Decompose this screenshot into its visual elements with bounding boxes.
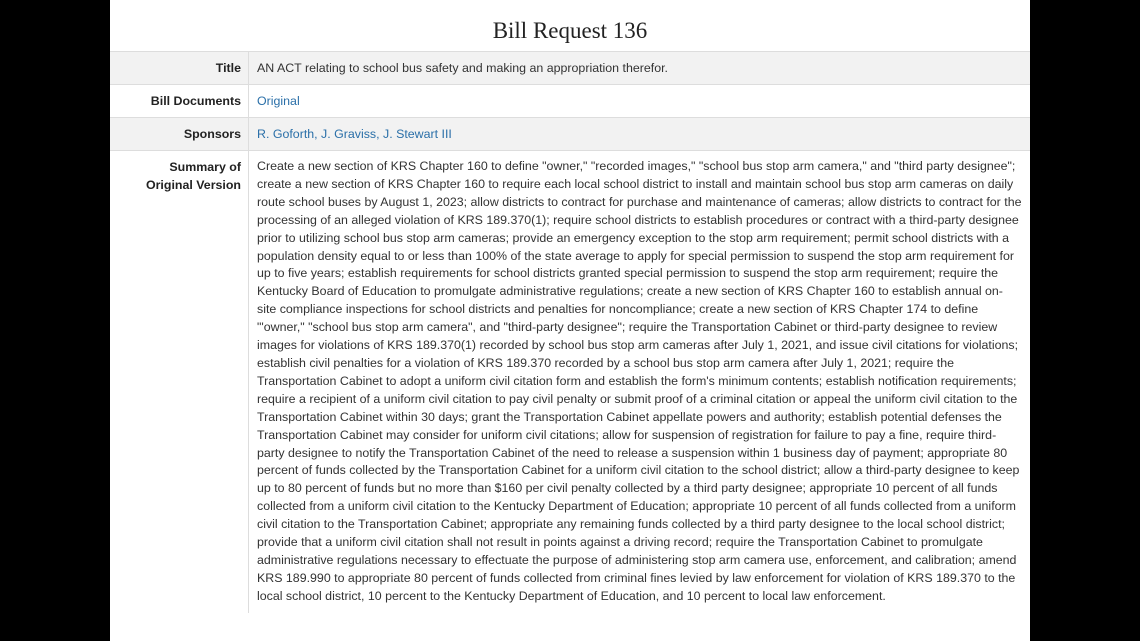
sponsors-row	[110, 118, 1030, 151]
summary-label	[110, 151, 249, 613]
title-row	[110, 52, 1030, 85]
bill-documents-row	[110, 85, 1030, 118]
original-document-link[interactable]: Original	[257, 94, 300, 108]
title-label: Title	[110, 52, 249, 85]
title-value: AN ACT relating to school bus safety and making an appropriation therefor.	[249, 52, 1031, 85]
bill-documents-label: Bill Documents	[110, 85, 249, 118]
sponsors-label: Sponsors	[110, 118, 249, 151]
summary-label-line1: Summary of	[169, 160, 241, 174]
page-title: Bill Request 136	[492, 18, 648, 43]
sponsors-value	[249, 118, 1031, 151]
bill-documents-value	[249, 85, 1031, 118]
summary-text: Create a new section of KRS Chapter 160 to define "owner," "recorded images," "school bus stop arm camera," and "third party designee"; create a new section of KRS Chapter 160 to require each local school district to install and maintain school bus stop arm cameras on daily route school buses by August 1, 2023; allow districts to contract for purchase and maintenance of cameras; allow districts to contract for the processing of an alleged violation of KRS 189.370(1); require school districts to establish procedures or contract with a third-party designee prior to utilizing school bus stop arm cameras; provide an emergency exception to the stop arm requirement; permit school districts with a population density equal to or less than 100% of the state average to apply for special permission to suspend the stop arm requirement for up to five years; establish requirements for school districts granted special permission to suspend the stop arm requirement; require the Kentucky Board of Education to promulgate administrative regulations; create a new section of KRS Chapter 160 to establish annual on-site compliance inspections for school districts and penalties for noncompliance; create a new section of KRS Chapter 174 to define "'owner," "school bus stop arm camera", and "third-party designee"; require the Transportation Cabinet or third-party designee to review images for violations of KRS 189.370(1) recorded by school bus stop arm cameras after July 1, 2021, and issue civil citations for violations; establish civil penalties for a violation of KRS 189.370 recorded by a school bus stop arm camera after July 1, 2021; require the Transportation Cabinet to adopt a uniform civil citation form and establish the form's minimum contents; establish notification requirements; require a recipient of a uniform civil citation to pay civil penalty or submit proof of a criminal citation or appeal the uniform civil citation to the Transportation Cabinet within 30 days; grant the Transportation Cabinet appellate powers and authority; establish potential defenses the Transportation Cabinet may consider for uniform civil citations; allow for suspension of registration for failure to pay a fine, require third- party designee to notify the Transportation Cabinet of the need to release a suspension within 1 business day of payment; appropriate 80 percent of funds collected by the Transportation Cabinet for a uniform civil citation to the school district; allow a third-party designee to keep up to 80 percent of funds but no more than $160 per civil penalty collected by a third party designee; appropriate 10 percent of all funds collected from a uniform civil citation to the Kentucky Department of Education; appropriate 10 percent of all funds collected from a uniform civil citation to the Transportation Cabinet; appropriate any remaining funds collected by a third party designee to the local school district; provide that a uniform civil citation shall not result in points against a driving record; require the Transportation Cabinet to promulgate administrative regulations necessary to effectuate the purpose of administering stop arm camera use, enforcement, and calibration; amend KRS 189.990 to appropriate 80 percent of funds collected from criminal fines levied by law enforcement for violation of KRS 189.370 to the local school district, 10 percent to the Kentucky Department of Education, and 10 percent to local law enforcement.	[249, 151, 1031, 613]
bill-page	[110, 0, 1030, 641]
summary-row	[110, 151, 1030, 613]
summary-label-line2: Original Version	[145, 178, 241, 192]
bill-info-table	[110, 51, 1030, 613]
sponsors-link[interactable]: R. Goforth, J. Graviss, J. Stewart III	[257, 127, 452, 141]
